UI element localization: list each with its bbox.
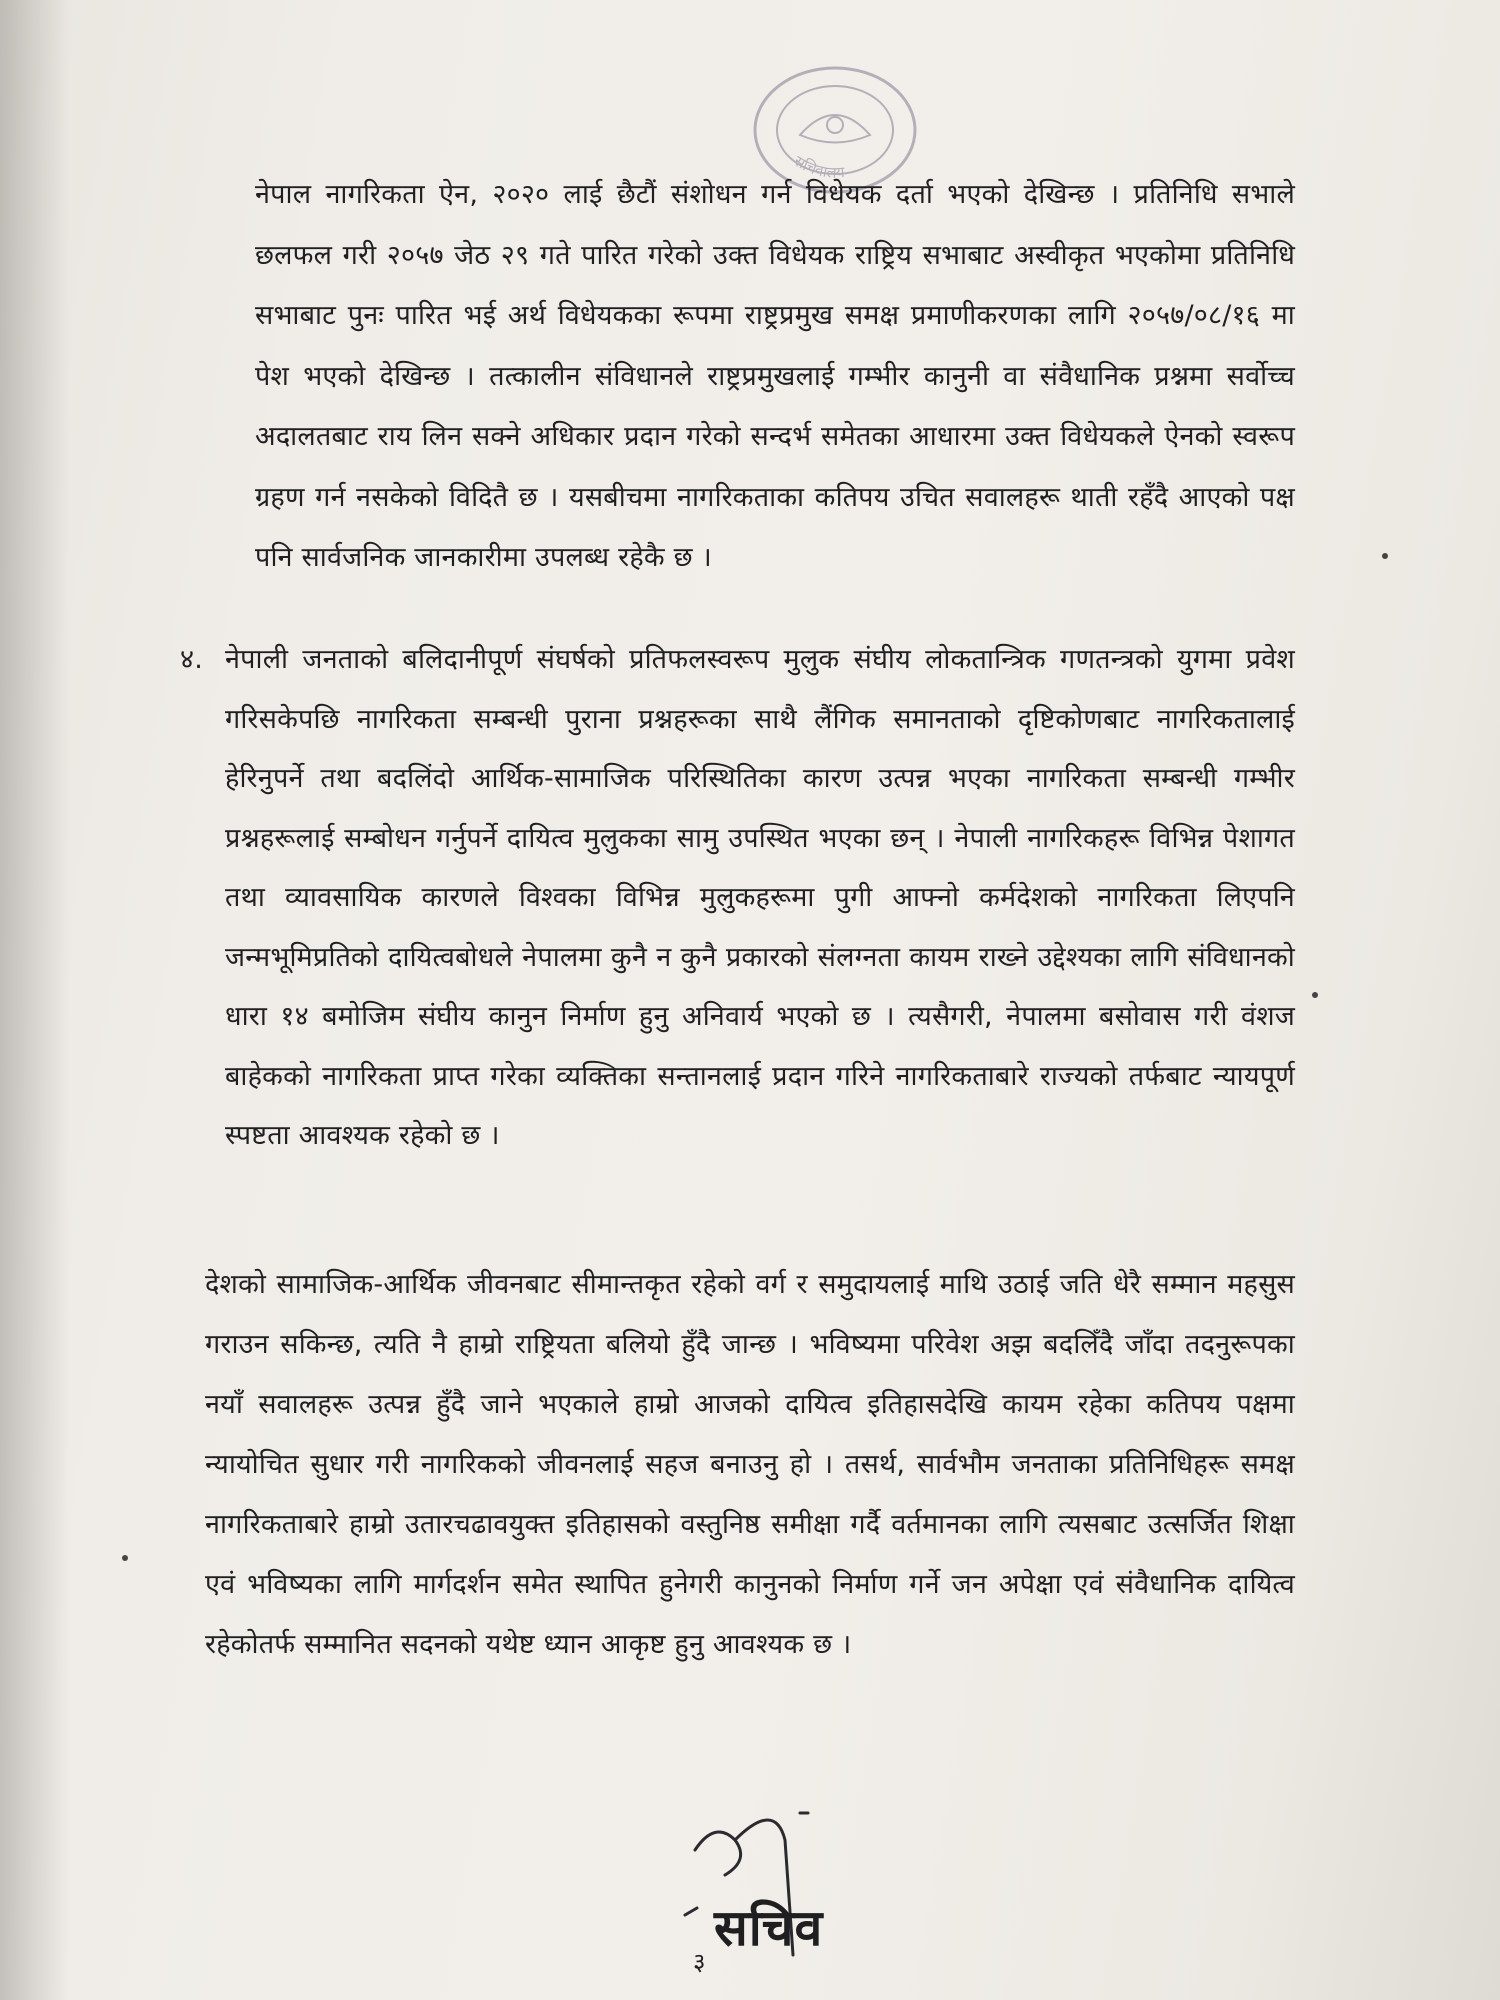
speck (122, 1555, 128, 1561)
paragraph-3: देशको सामाजिक-आर्थिक जीवनबाट सीमान्तकृत रहेको वर्ग र समुदायलाई माथि उठाई जति धेरै सम्मान महसुस गराउन सकिन्छ, त्यति नै हाम्रो राष्ट्रियता बलियो हुँदै जान्छ । भविष्यमा परिवेश अझ बदलिँदै जाँदा तदनुरूपका नयाँ सवालहरू उत्पन्न हुँदै जाने भएकाले हाम्रो आजको दायित्व इतिहासदेखि कायम रहेका कतिपय पक्षमा न्यायोचित सुधार गरी नागरिकको जीवनलाई सहज बनाउनु हो । तसर्थ, सार्वभौम जनताका प्रतिनिधिहरू समक्ष नागरिकताबारे हाम्रो उतारचढावयुक्त इतिहासको वस्तुनिष्ठ समीक्षा गर्दै वर्तमानका लागि त्यसबाट उत्सर्जित शिक्षा एवं भविष्यका लागि मार्गदर्शन समेत स्थापित हुनेगरी कानुनको निर्माण गर्ने जन अपेक्षा एवं संवैधानिक दायित्व रहेकोतर्फ सम्मानित सदनको यथेष्ट ध्यान आकृष्ट हुनु आवश्यक छ । (205, 1269, 1295, 1660)
page-number: ३ (693, 1948, 706, 1976)
speck (1312, 992, 1318, 998)
paragraph-number: ४. (180, 644, 204, 675)
signature-title: सचिव (714, 1899, 824, 1957)
paragraph-1: नेपाल नागरिकता ऐन, २०२० लाई छैटौं संशोधन गर्न विधेयक दर्ता भएको देखिन्छ । प्रतिनिधि सभाले छलफल गरी २०५७ जेठ २९ गते पारित गरेको उक्त विधेयक राष्ट्रिय सभाबाट अस्वीकृत भएकोमा प्रतिनिधि सभाबाट पुनः पारित भई अर्थ विधेयकका रूपमा राष्ट्रप्रमुख समक्ष प्रमाणीकरणका लागि २०५७/०८/१६ मा पेश भएको देखिन्छ । तत्कालीन संविधानले राष्ट्रप्रमुखलाई गम्भीर कानुनी वा संवैधानिक प्रश्नमा सर्वोच्च अदालतबाट राय लिन सक्ने अधिकार प्रदान गरेको सन्दर्भ समेतका आधारमा उक्त विधेयकले ऐनको स्वरूप ग्रहण गर्न नसकेको विदितै छ । यसबीचमा नागरिकताका कतिपय उचित सवालहरू थाती रहँदै आएको पक्ष पनि सार्वजनिक जानकारीमा उपलब्ध रहेकै छ । (255, 179, 1295, 573)
speck (1382, 553, 1388, 559)
paragraph-2: नेपाली जनताको बलिदानीपूर्ण संघर्षको प्रतिफलस्वरूप मुलुक संघीय लोकतान्त्रिक गणतन्त्रको युगमा प्रवेश गरिसकेपछि नागरिकता सम्बन्धी पुराना प्रश्नहरूका साथै लैंगिक समानताको दृष्टिकोणबाट नागरिकतालाई हेरिनुपर्ने तथा बदलिंदो आर्थिक-सामाजिक परिस्थितिका कारण उत्पन्न भएका नागरिकता सम्बन्धी गम्भीर प्रश्नहरूलाई सम्बोधन गर्नुपर्ने दायित्व मुलुकका सामु उपस्थित भएका छन् । नेपाली नागरिकहरू विभिन्न पेशागत तथा व्यावसायिक कारणले विश्वका विभिन्न मुलुकहरूमा पुगी आफ्नो कर्मदेशको नागरिकता लिएपनि जन्मभूमिप्रतिको दायित्वबोधले नेपालमा कुनै न कुनै प्रकारको संलग्नता कायम राख्ने उद्देश्यका लागि संविधानको धारा १४ बमोजिम संघीय कानुन निर्माण हुनु अनिवार्य भएको छ । त्यसैगरी, नेपालमा बसोवास गरी वंशज बाहेकको नागरिकता प्राप्त गरेका व्यक्तिका सन्तानलाई प्रदान गरिने नागरिकताबारे राज्यको तर्फबाट न्यायपूर्ण स्पष्टता आवश्यक रहेको छ । (225, 644, 1295, 1151)
paragraph-2-block (180, 630, 1295, 1166)
seal-text: सचिवालय (790, 151, 846, 182)
page-edge-shadow (0, 0, 70, 2000)
